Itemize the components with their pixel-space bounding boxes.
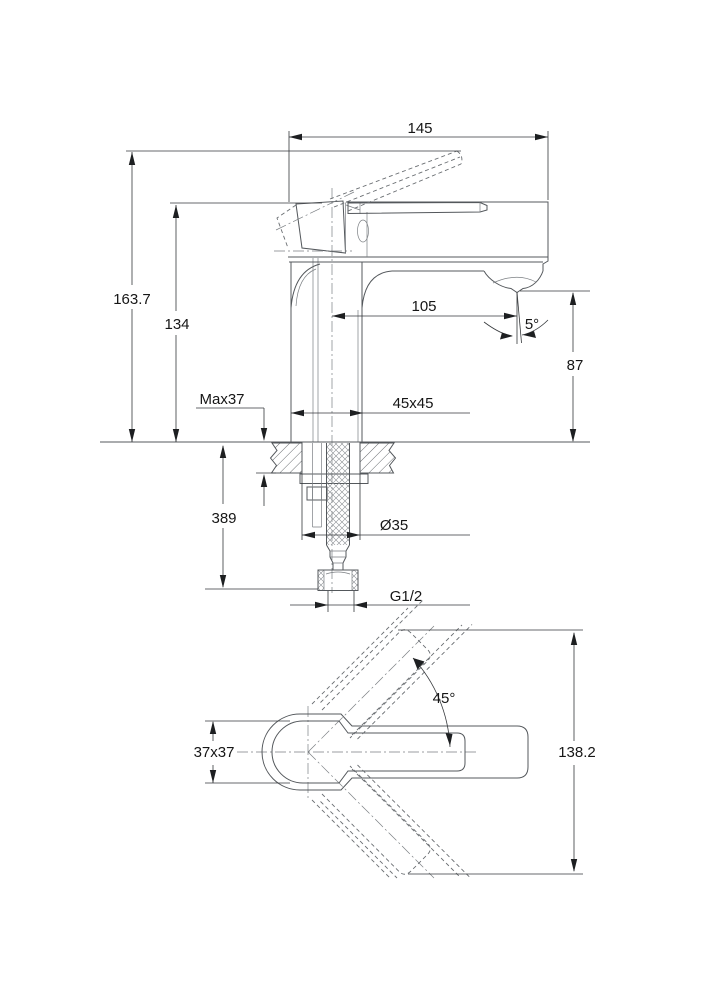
top-view <box>237 600 528 878</box>
dimension-spout-height <box>520 291 590 442</box>
dimension-connection-thread <box>290 588 470 612</box>
spout-aerator <box>484 271 543 293</box>
dim-label-spout-reach: 105 <box>411 298 437 315</box>
dim-label-handle-swing-width: 138.2 <box>558 744 596 761</box>
dimension-max-mounting-thickness <box>196 391 276 506</box>
top-view-centerlines <box>237 626 477 878</box>
dimension-body-length <box>289 120 548 202</box>
supply-hose <box>327 443 350 570</box>
top-view-handle-rotated-down-dashed <box>312 765 470 878</box>
dim-label-body-section: 45x45 <box>392 395 434 412</box>
dim-label-outlet-angle: 5° <box>524 316 540 333</box>
dim-label-mounting-hole-diameter: Ø35 <box>379 517 409 534</box>
dim-label-height-to-handle: 134 <box>164 316 190 333</box>
top-view-handle-rotated-up-dashed <box>312 600 472 739</box>
dim-label-handle-swivel-angle: 45° <box>432 690 456 707</box>
dim-label-total-height: 163.7 <box>113 291 151 308</box>
dimension-handle-swivel-angle <box>413 658 455 747</box>
dim-label-body-length: 145 <box>407 120 433 137</box>
dimension-outlet-angle <box>484 292 548 343</box>
dim-label-hose-length: 389 <box>211 510 237 527</box>
dim-label-handle-section: 37x37 <box>193 744 235 761</box>
handle-lever <box>348 203 487 214</box>
spout-body <box>288 202 548 308</box>
connection-nut <box>318 570 358 591</box>
dim-label-spout-height: 87 <box>566 357 584 374</box>
dim-label-connection-thread: G1/2 <box>389 588 423 605</box>
dim-label-max-mounting-thickness: Max37 <box>199 391 245 408</box>
dimension-spout-reach <box>332 292 517 344</box>
